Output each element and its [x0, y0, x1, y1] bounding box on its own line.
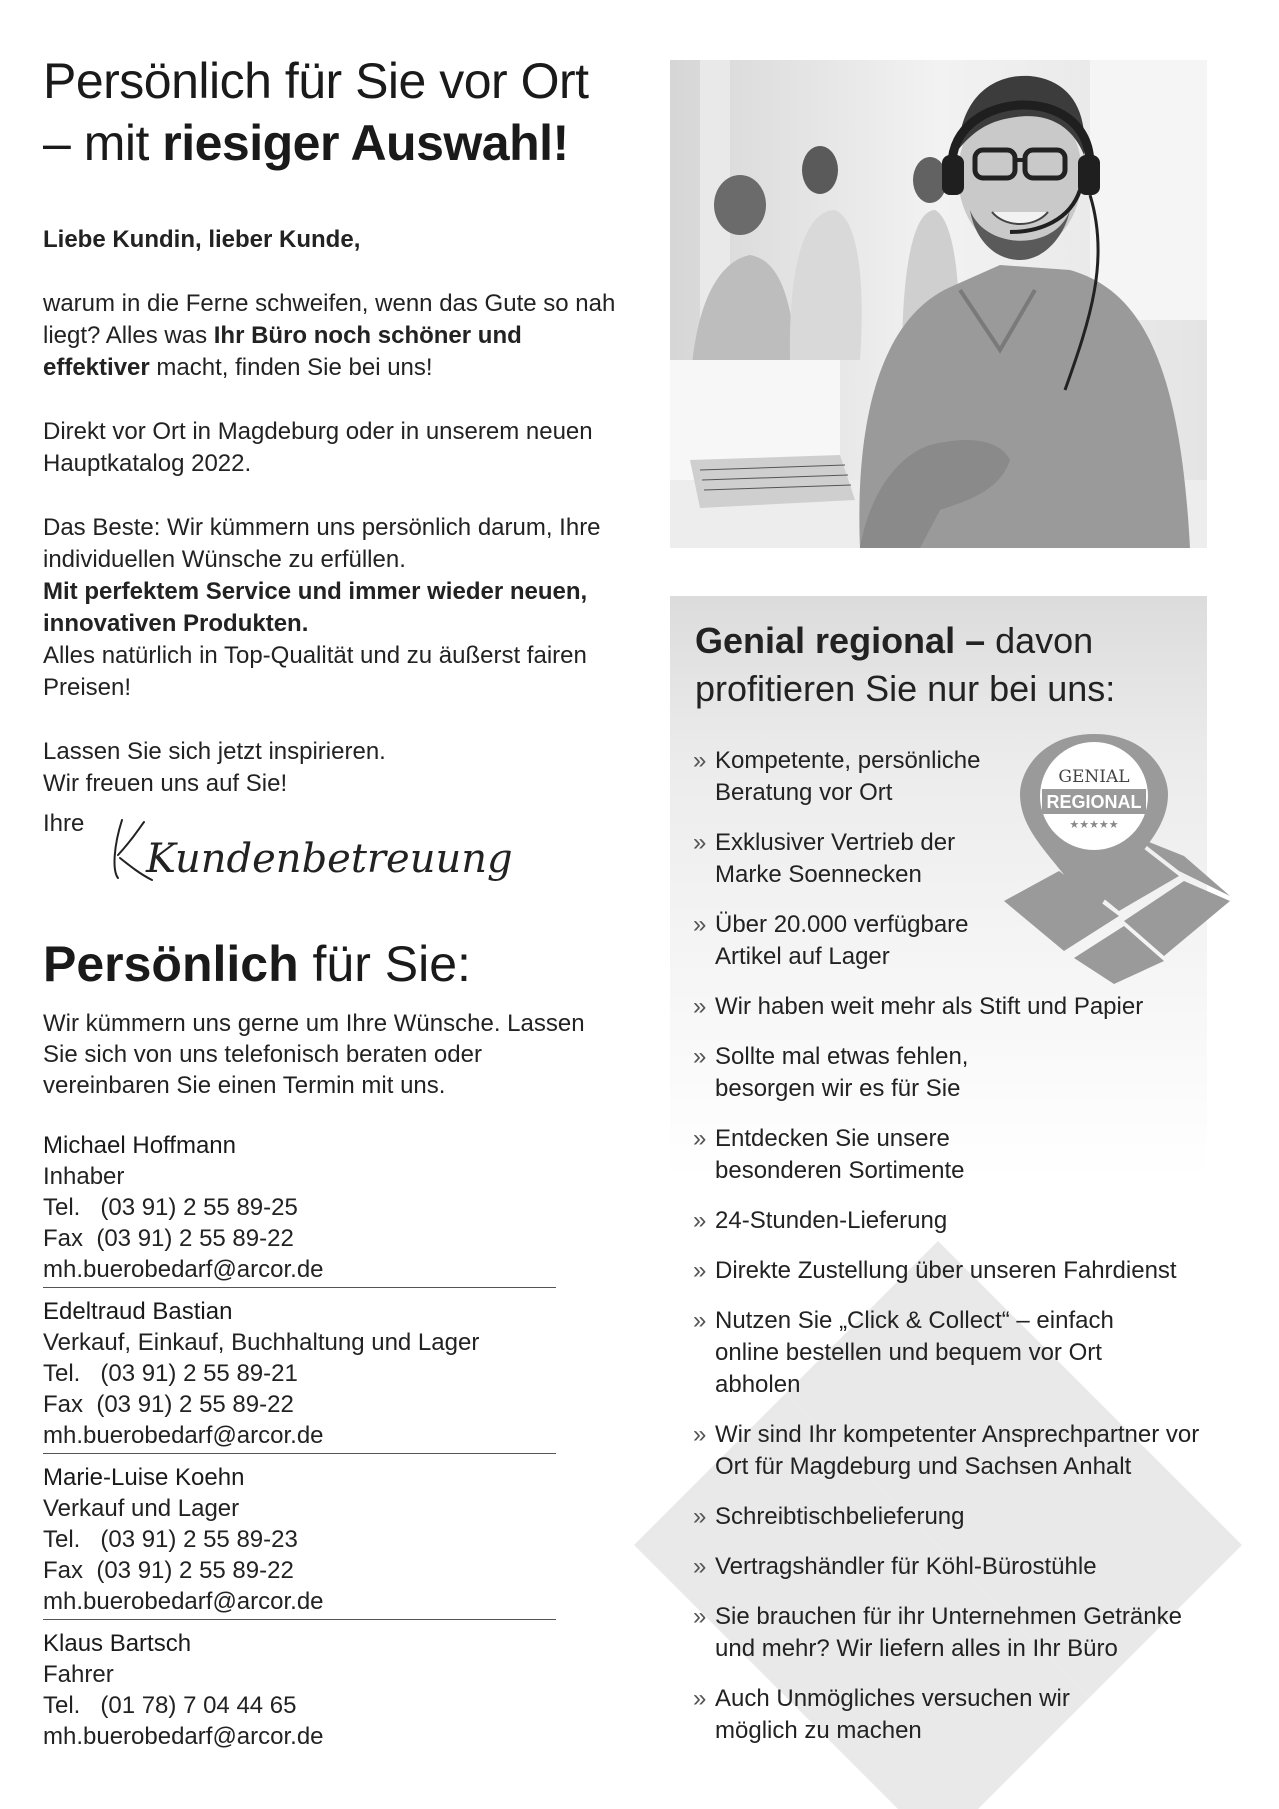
- personal-text: Wir kümmern uns gerne um Ihre Wünsche. Lassen Sie sich von uns telefonisch beraten oder vereinbaren Sie einen Termin mit uns.: [43, 1010, 585, 1099]
- benefit-text: Kompetente, persönliche Beratung vor Ort: [715, 747, 981, 806]
- bullet-icon: »: [693, 993, 707, 1020]
- contact-role: Inhaber: [43, 1163, 125, 1190]
- intro-p1-text: warum in die Ferne schweifen, wenn das Gute so nah liegt? Alles was: [43, 290, 616, 349]
- badge-top-text: GENIAL: [1058, 767, 1130, 787]
- benefit-item: [693, 1683, 1213, 1747]
- bullet-icon: »: [693, 747, 707, 774]
- intro-p3-text: Das Beste: Wir kümmern uns persönlich darum, Ihre individuellen Wünsche zu erfüllen.: [43, 514, 601, 573]
- intro-p1-bold: Ihr Büro noch schöner und effektiver: [43, 322, 522, 381]
- bullet-icon: »: [693, 1553, 707, 1580]
- contact-phone: Tel. (01 78) 7 04 44 65: [43, 1692, 297, 1719]
- personal-title-bold: Persönlich: [43, 936, 299, 992]
- bullet-icon: »: [693, 1125, 707, 1152]
- intro-p3-end: Alles natürlich in Top-Qualität und zu äußerst fairen Preisen!: [43, 642, 587, 701]
- contact-card: [43, 1130, 556, 1288]
- bullet-icon: »: [693, 1603, 707, 1630]
- bullet-icon: »: [693, 1257, 707, 1284]
- greeting: Liebe Kundin, lieber Kunde,: [43, 226, 361, 253]
- benefit-item: [693, 1419, 1213, 1483]
- bullet-icon: »: [693, 911, 707, 938]
- benefit-item: [693, 1205, 1213, 1237]
- hero-photo: [670, 60, 1207, 548]
- intro-paragraph-4: [43, 736, 623, 800]
- benefit-item: [693, 827, 1213, 891]
- benefit-text: Sie brauchen für ihr Unternehmen Getränke und mehr? Wir liefern alles in Ihr Büro: [715, 1603, 1182, 1662]
- intro-p3-bold: Mit perfektem Service und immer wieder neuen, innovativen Produkten.: [43, 578, 588, 637]
- bullet-icon: »: [693, 829, 707, 856]
- benefit-item: [693, 745, 1213, 809]
- contact-fax: Fax (03 91) 2 55 89-22: [43, 1225, 294, 1252]
- benefit-text: Sollte mal etwas fehlen, besorgen wir es für Sie: [715, 1043, 969, 1102]
- call-center-agent-image: [670, 60, 1207, 548]
- contact-role: Fahrer: [43, 1661, 114, 1688]
- panel-title-bold: Genial regional –: [695, 620, 986, 661]
- benefit-item: [693, 1501, 1213, 1533]
- benefit-text: Exklusiver Vertrieb der Marke Soennecken: [715, 829, 956, 888]
- badge-main-text: REGIONAL: [1046, 792, 1142, 812]
- bullet-icon: »: [693, 1307, 707, 1334]
- panel-title-rest: davon: [985, 620, 1094, 661]
- panel-title-line-1: [695, 617, 1115, 665]
- benefit-item: [693, 1041, 1213, 1105]
- benefit-text: Nutzen Sie „Click & Collect“ – einfach online bestellen und bequem vor Ort abholen: [715, 1307, 1114, 1398]
- benefit-text: Direkte Zustellung über unseren Fahrdienst: [715, 1257, 1177, 1284]
- contact-role: Verkauf und Lager: [43, 1495, 240, 1522]
- contact-card: [43, 1296, 556, 1454]
- contact-phone: Tel. (03 91) 2 55 89-23: [43, 1526, 298, 1553]
- contact-card: [43, 1462, 556, 1620]
- benefit-text: 24-Stunden-Lieferung: [715, 1207, 948, 1234]
- bullet-icon: »: [693, 1207, 707, 1234]
- intro-paragraph-1: [43, 288, 623, 384]
- contact-role: Verkauf, Einkauf, Buchhaltung und Lager: [43, 1329, 480, 1356]
- page-headline: [43, 50, 589, 174]
- benefit-item: [693, 909, 1213, 973]
- benefit-text: Wir sind Ihr kompetenter Ansprechpartner vor Ort für Magdeburg und Sachsen Anhalt: [715, 1421, 1200, 1480]
- contact-card: [43, 1628, 556, 1754]
- intro-p1-end: macht, finden Sie bei uns!: [149, 354, 433, 381]
- panel-title: [695, 617, 1115, 713]
- headline-line-1: Persönlich für Sie vor Ort: [43, 53, 589, 109]
- contact-email[interactable]: mh.buerobedarf@arcor.de: [43, 1723, 324, 1750]
- benefit-text: Auch Unmögliches versuchen wir möglich zu machen: [715, 1685, 1070, 1744]
- benefit-item: [693, 991, 1213, 1023]
- benefit-text: Über 20.000 verfügbare Artikel auf Lager: [715, 911, 969, 970]
- bullet-icon: »: [693, 1421, 707, 1448]
- contact-list: [43, 1130, 556, 1762]
- benefit-item: [693, 1305, 1213, 1401]
- contact-name: Michael Hoffmann: [43, 1132, 236, 1159]
- benefits-list: [693, 745, 1213, 1765]
- contact-name: Marie-Luise Koehn: [43, 1464, 245, 1491]
- benefit-text: Vertragshändler für Köhl-Bürostühle: [715, 1553, 1097, 1580]
- contact-fax: Fax (03 91) 2 55 89-22: [43, 1391, 294, 1418]
- bullet-icon: »: [693, 1503, 707, 1530]
- intro-p4-line-1: Lassen Sie sich jetzt inspirieren.: [43, 738, 386, 765]
- signature-text: Kundenbetreuung: [146, 836, 513, 882]
- benefit-text: Entdecken Sie unsere besonderen Sortimente: [715, 1125, 965, 1184]
- bullet-icon: »: [693, 1043, 707, 1070]
- contact-phone: Tel. (03 91) 2 55 89-25: [43, 1194, 298, 1221]
- contact-email[interactable]: mh.buerobedarf@arcor.de: [43, 1588, 324, 1615]
- intro-p4-line-2: Wir freuen uns auf Sie!: [43, 770, 288, 797]
- bullet-icon: »: [693, 1685, 707, 1712]
- contact-email[interactable]: mh.buerobedarf@arcor.de: [43, 1256, 324, 1283]
- intro-paragraph-3: [43, 512, 623, 704]
- headline-line-2-prefix: – mit: [43, 115, 163, 171]
- intro-paragraph-2: Direkt vor Ort in Magdeburg oder in unserem neuen Hauptkatalog 2022.: [43, 418, 593, 477]
- intro-letter: [43, 224, 623, 832]
- sign-prefix: Ihre: [43, 810, 85, 837]
- contact-phone: Tel. (03 91) 2 55 89-21: [43, 1360, 298, 1387]
- benefit-item: [693, 1551, 1213, 1583]
- headline-line-2: [43, 112, 589, 174]
- personal-title: [43, 934, 471, 994]
- contact-name: Klaus Bartsch: [43, 1630, 192, 1657]
- signature: [104, 800, 513, 900]
- benefit-item: [693, 1255, 1213, 1287]
- benefit-item: [693, 1123, 1213, 1187]
- contact-name: Edeltraud Bastian: [43, 1298, 233, 1325]
- headline-line-2-bold: riesiger Auswahl!: [162, 115, 569, 171]
- benefit-text: Schreibtischbelieferung: [715, 1503, 965, 1530]
- benefit-text: Wir haben weit mehr als Stift und Papier: [715, 993, 1144, 1020]
- contact-email[interactable]: mh.buerobedarf@arcor.de: [43, 1422, 324, 1449]
- panel-title-line-2: profitieren Sie nur bei uns:: [695, 668, 1116, 709]
- contact-fax: Fax (03 91) 2 55 89-22: [43, 1557, 294, 1584]
- badge-stars: ★★★★★: [1069, 818, 1119, 831]
- personal-title-rest: für Sie:: [298, 936, 471, 992]
- benefit-item: [693, 1601, 1213, 1665]
